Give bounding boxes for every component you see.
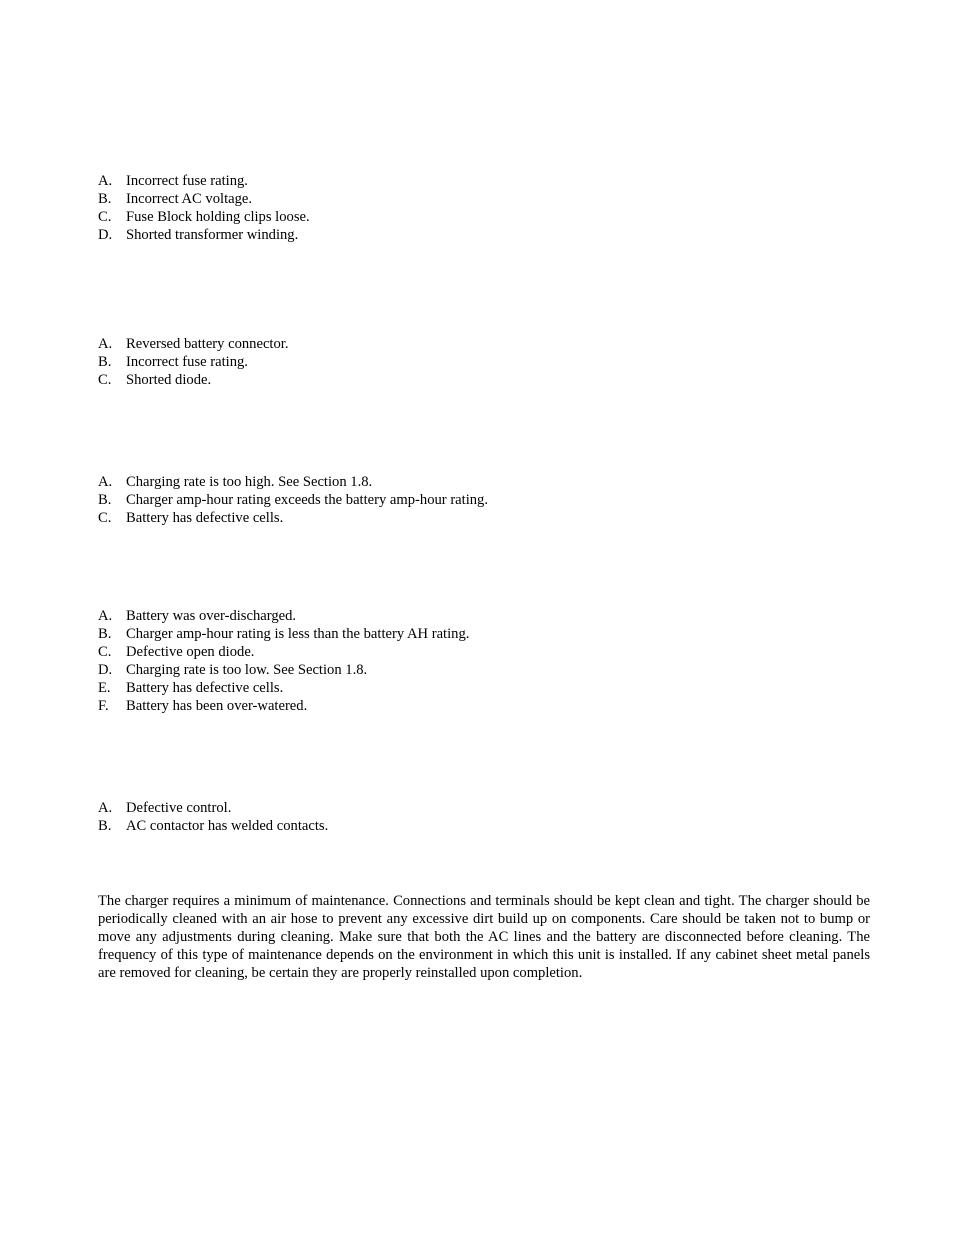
item-letter: A. bbox=[98, 336, 113, 352]
item-text: Fuse Block holding clips loose. bbox=[126, 209, 310, 225]
item-letter: A. bbox=[98, 173, 113, 189]
list-item bbox=[98, 491, 488, 509]
item-letter: B. bbox=[98, 818, 112, 834]
item-text: Battery has defective cells. bbox=[126, 510, 284, 526]
item-text: Shorted transformer winding. bbox=[126, 227, 299, 243]
item-letter: A. bbox=[98, 800, 113, 816]
list-item bbox=[98, 473, 488, 491]
list-item bbox=[98, 226, 310, 244]
list-item bbox=[98, 371, 289, 389]
item-letter: B. bbox=[98, 492, 112, 508]
list-item bbox=[98, 208, 310, 226]
cause-list-3 bbox=[98, 473, 488, 527]
item-text: Incorrect fuse rating. bbox=[126, 354, 248, 370]
item-text: AC contactor has welded contacts. bbox=[126, 818, 329, 834]
list-item bbox=[98, 172, 310, 190]
list-item bbox=[98, 817, 328, 835]
item-text: Charging rate is too high. See Section 1.8. bbox=[126, 474, 373, 490]
item-text: Defective control. bbox=[126, 800, 232, 816]
item-letter: B. bbox=[98, 354, 112, 370]
item-text: Charger amp-hour rating is less than the battery AH rating. bbox=[126, 626, 470, 642]
item-letter: D. bbox=[98, 227, 113, 243]
item-letter: A. bbox=[98, 474, 113, 490]
list-item bbox=[98, 643, 469, 661]
item-text: Incorrect fuse rating. bbox=[126, 173, 248, 189]
item-text: Reversed battery connector. bbox=[126, 336, 289, 352]
cause-list-2 bbox=[98, 335, 289, 389]
item-text: Defective open diode. bbox=[126, 644, 255, 660]
item-letter: A. bbox=[98, 608, 113, 624]
cause-list-4 bbox=[98, 607, 469, 715]
list-item bbox=[98, 335, 289, 353]
list-item bbox=[98, 697, 469, 715]
item-text: Battery has been over-watered. bbox=[126, 698, 308, 714]
list-item bbox=[98, 190, 310, 208]
item-text: Shorted diode. bbox=[126, 372, 212, 388]
item-letter: D. bbox=[98, 662, 113, 678]
list-item bbox=[98, 679, 469, 697]
item-text: Incorrect AC voltage. bbox=[126, 191, 253, 207]
list-item bbox=[98, 625, 469, 643]
item-letter: E. bbox=[98, 680, 111, 696]
list-item bbox=[98, 509, 488, 527]
list-item bbox=[98, 661, 469, 679]
list-item bbox=[98, 353, 289, 371]
cause-list-1 bbox=[98, 172, 310, 244]
cause-list-5 bbox=[98, 799, 328, 835]
item-letter: B. bbox=[98, 191, 112, 207]
maintenance-paragraph: The charger requires a minimum of maintenance. Connections and terminals should be kept clean and tight. The charger should be periodically cleaned with an air hose to prevent any excessive dirt build up on components. Care should be taken not to bump or move any adjustments during cleaning. Make sure that both the AC lines and the battery are disconnected before cleaning. The frequency of this type of maintenance depends on the environment in which this unit is installed. If any cabinet sheet metal panels are removed for cleaning, be certain they are properly reinstalled upon completion. bbox=[98, 893, 870, 981]
item-letter: C. bbox=[98, 510, 112, 526]
item-letter: C. bbox=[98, 644, 112, 660]
list-item bbox=[98, 799, 328, 817]
item-text: Battery has defective cells. bbox=[126, 680, 284, 696]
item-letter: B. bbox=[98, 626, 112, 642]
item-letter: C. bbox=[98, 372, 112, 388]
item-text: Battery was over-discharged. bbox=[126, 608, 297, 624]
list-item bbox=[98, 607, 469, 625]
item-letter: F. bbox=[98, 698, 109, 714]
item-letter: C. bbox=[98, 209, 112, 225]
item-text: Charging rate is too low. See Section 1.8. bbox=[126, 662, 368, 678]
item-text: Charger amp-hour rating exceeds the battery amp-hour rating. bbox=[126, 492, 489, 508]
